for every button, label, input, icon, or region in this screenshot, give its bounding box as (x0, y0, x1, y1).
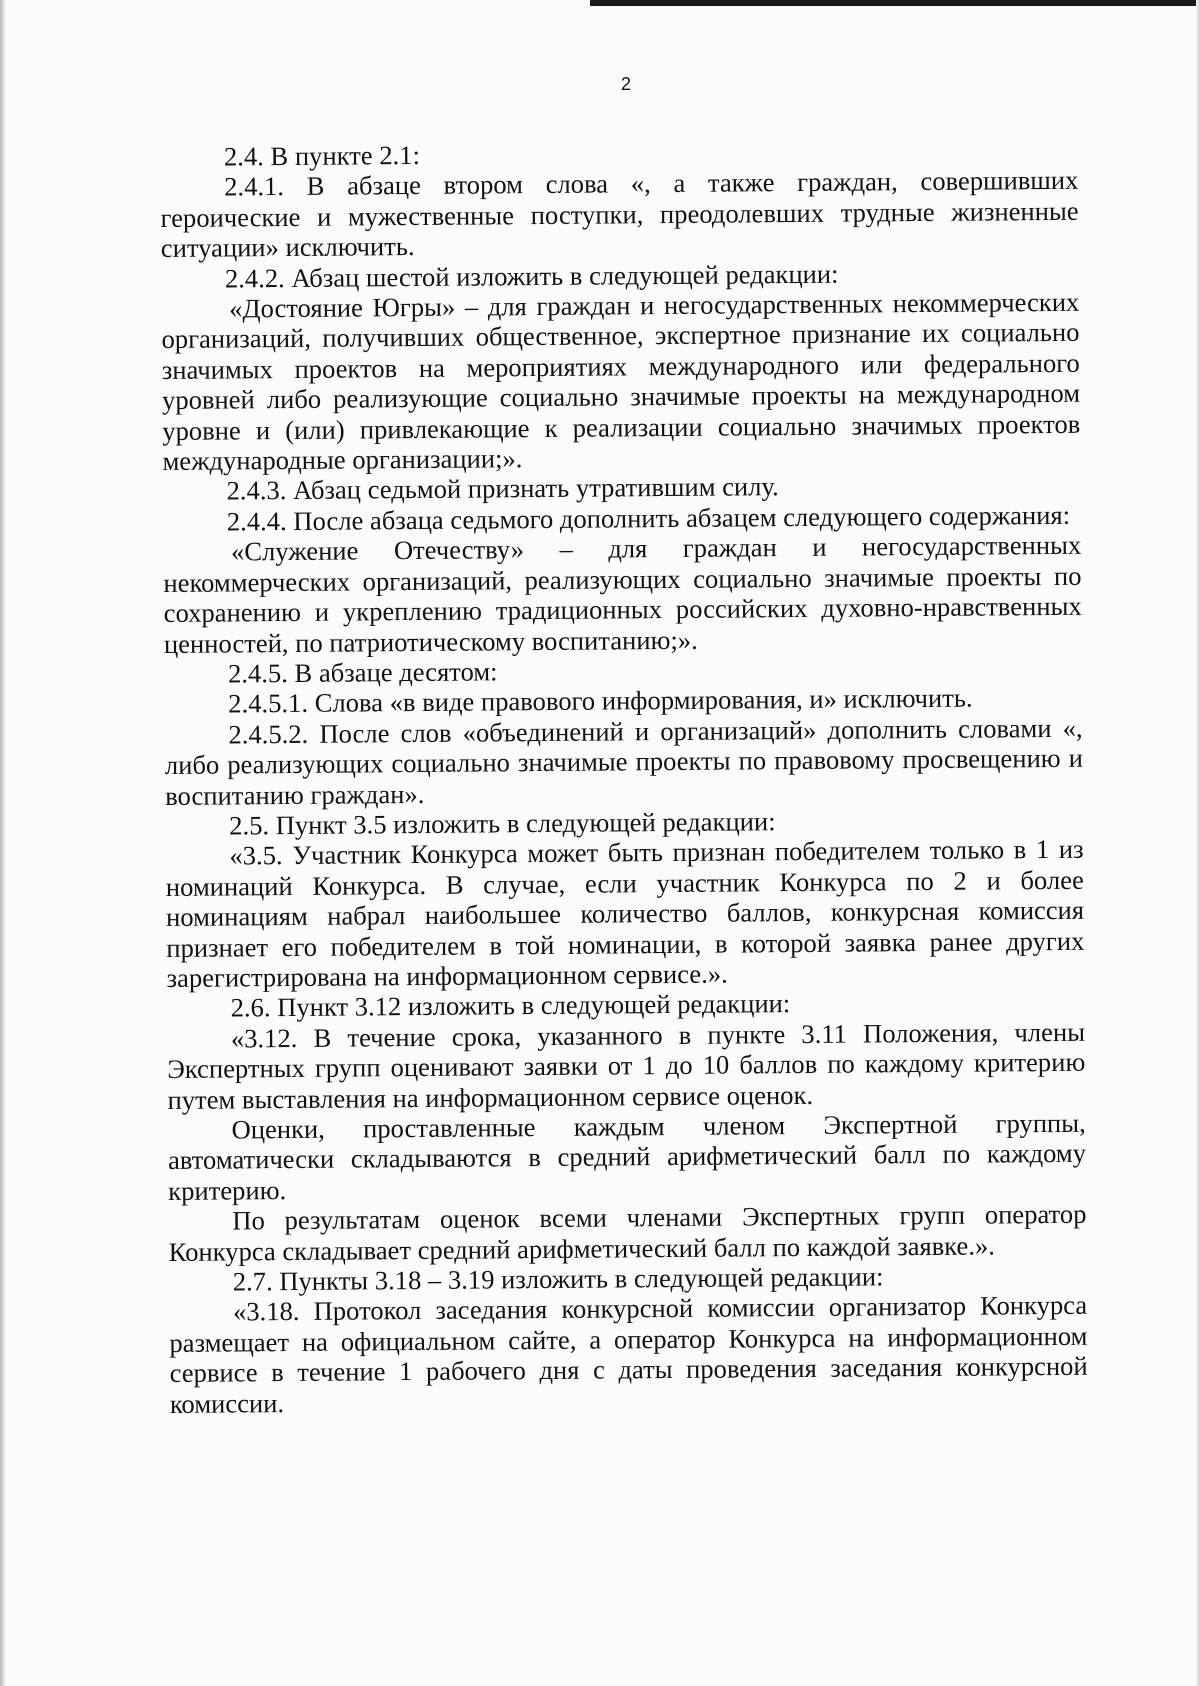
paragraph-2-4-3: 2.4.3. Абзац седьмой признать утратившим силу. (226, 471, 779, 506)
paragraph-2-4-5: 2.4.5. В абзаце десятом: (227, 656, 498, 689)
paragraph-ocenki: Оценки, проставленные каждым членом Экспертной группы, автоматически складываются в средний арифметический балл по каждому критерию. (167, 1107, 1087, 1206)
paragraph-2-4-2: 2.4.2. Абзац шестой изложить в следующей редакции: (224, 258, 839, 294)
page-number: 2 (620, 74, 631, 94)
scan-left-edge (0, 0, 5, 1686)
paragraph-2-5: 2.5. Пункт 3.5 изложить в следующей редакции: (229, 806, 776, 841)
paragraph-3-18-quote: «3.18. Протокол заседания конкурсной комиссии организатор Конкурса размещает на официальном сайте, а оператор Конкурса на информационном сервисе в течение 1 рабочего дня с даты проведения заседания конкурсной комиссии. (169, 1290, 1088, 1419)
paragraph-2-4-1: 2.4.1. В абзаце втором слова «, а также граждан, совершивших героические и мужественные поступки, преодолевших трудные жизненные ситуации» исключить. (160, 165, 1079, 264)
paragraph-dostoyanie-yugry: «Достояние Югры» – для граждан и негосударственных некоммерческих организаций, получивших общественное, экспертное признание их социально значимых проектов на мероприятиях международного или федерального уровней либо реализующие социально значимые проекты на международном уровне и (или) привлекающие к реализации социально значимых проектов международные организации;». (161, 286, 1081, 477)
paragraph-po-rezultatam: По результатам оценок всеми членами Экспертных групп оператор Конкурса складывает средний арифметический балл по каждой заявке.». (168, 1198, 1087, 1267)
paragraph-sluzhenie-otechestvu: «Служение Отечеству» – для граждан и негосударственных некоммерческих организаций, реализующих социально значимые проекты по сохранению и укреплению традиционных российских духовно-нравственных ценностей, по патриотическому воспитанию;». (163, 530, 1082, 659)
paragraph-2-4-5-1: 2.4.5.1. Слова «в виде правового информирования, и» исключить. (228, 682, 973, 719)
scan-top-edge (590, 0, 1200, 6)
paragraph-2-4: 2.4. В пункте 2.1: (223, 139, 421, 172)
paragraph-3-12-quote: «3.12. В течение срока, указанного в пункте 3.11 Положения, члены Экспертных групп оценивают заявки от 1 до 10 баллов по каждому критерию путем выставления на информационном сервисе оценок. (167, 1016, 1086, 1115)
scan-right-edge (1196, 0, 1200, 1686)
paragraph-2-7: 2.7. Пункты 3.18 – 3.19 изложить в следующей редакции: (232, 1261, 884, 1297)
paragraph-3-5-quote: «3.5. Участник Конкурса может быть признан победителем только в 1 из номинаций Конкурса. В случае, если участник Конкурса по 2 и более номинациям набрал наибольшее количество баллов, конкурсная комиссия признает его победителем в той номинации, в которой заявка ранее других зарегистрирована на информационном сервисе.». (165, 834, 1085, 993)
paragraph-2-6: 2.6. Пункт 3.12 изложить в следующей редакции: (230, 988, 791, 1023)
paragraph-2-4-5-2: 2.4.5.2. После слов «объединений и организаций» дополнить словами «, либо реализующих социально значимые проекты по правовому просвещению и воспитанию граждан». (164, 712, 1083, 811)
document-body (160, 135, 1088, 1419)
paragraph-2-4-4: 2.4.4. После абзаца седьмого дополнить абзацем следующего содержания: (226, 499, 1071, 537)
